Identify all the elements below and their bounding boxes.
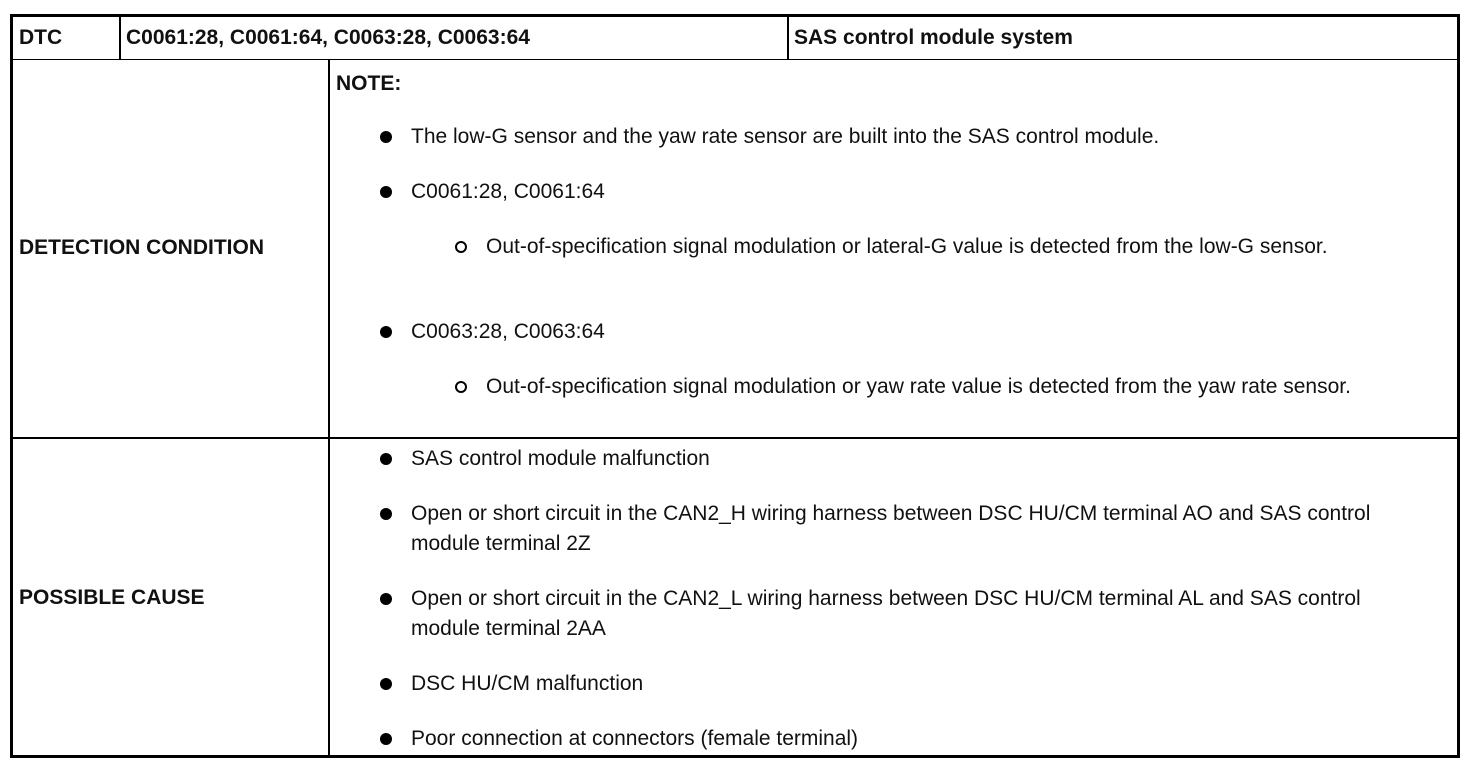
cause-item: Open or short circuit in the CAN2_H wiring harness between DSC HU/CM terminal AO and SAS control module terminal 2Z <box>411 502 1371 555</box>
filled-circle-bullet-icon <box>380 453 392 465</box>
note-label: NOTE: <box>336 72 402 95</box>
cause-item: Open or short circuit in the CAN2_L wiring harness between DSC HU/CM terminal AL and SAS control module terminal 2AA <box>411 587 1361 640</box>
dtc-header-row <box>13 17 1457 60</box>
dtc-table <box>10 14 1460 758</box>
dtc-label: DTC <box>19 26 63 49</box>
filled-circle-bullet-icon <box>380 186 392 198</box>
row-divider <box>13 437 1457 439</box>
detection-condition-label: DETECTION CONDITION <box>19 236 264 259</box>
dtc-codes: C0061:28, C0061:64, C0063:28, C0063:64 <box>126 26 530 49</box>
header-divider-1 <box>119 17 121 60</box>
hollow-circle-bullet-icon <box>455 381 467 393</box>
cause-item: Poor connection at connectors (female terminal) <box>411 727 859 750</box>
detection-subitem: Out-of-specification signal modulation or lateral-G value is detected from the low-G sensor. <box>486 235 1328 258</box>
filled-circle-bullet-icon <box>380 593 392 605</box>
system-name: SAS control module system <box>794 26 1073 49</box>
filled-circle-bullet-icon <box>380 326 392 338</box>
detection-item: C0063:28, C0063:64 <box>411 320 605 343</box>
filled-circle-bullet-icon <box>380 508 392 520</box>
detection-subitem: Out-of-specification signal modulation or yaw rate value is detected from the yaw rate sensor. <box>486 375 1351 398</box>
filled-circle-bullet-icon <box>380 678 392 690</box>
possible-cause-label: POSSIBLE CAUSE <box>19 586 205 609</box>
detection-item: The low-G sensor and the yaw rate sensor are built into the SAS control module. <box>411 125 1160 148</box>
cause-item: SAS control module malfunction <box>411 447 710 470</box>
hollow-circle-bullet-icon <box>455 241 467 253</box>
filled-circle-bullet-icon <box>380 131 392 143</box>
detection-item: C0061:28, C0061:64 <box>411 180 605 203</box>
filled-circle-bullet-icon <box>380 733 392 745</box>
header-divider-2 <box>787 17 789 60</box>
label-column-divider <box>328 60 330 758</box>
cause-item: DSC HU/CM malfunction <box>411 672 644 695</box>
